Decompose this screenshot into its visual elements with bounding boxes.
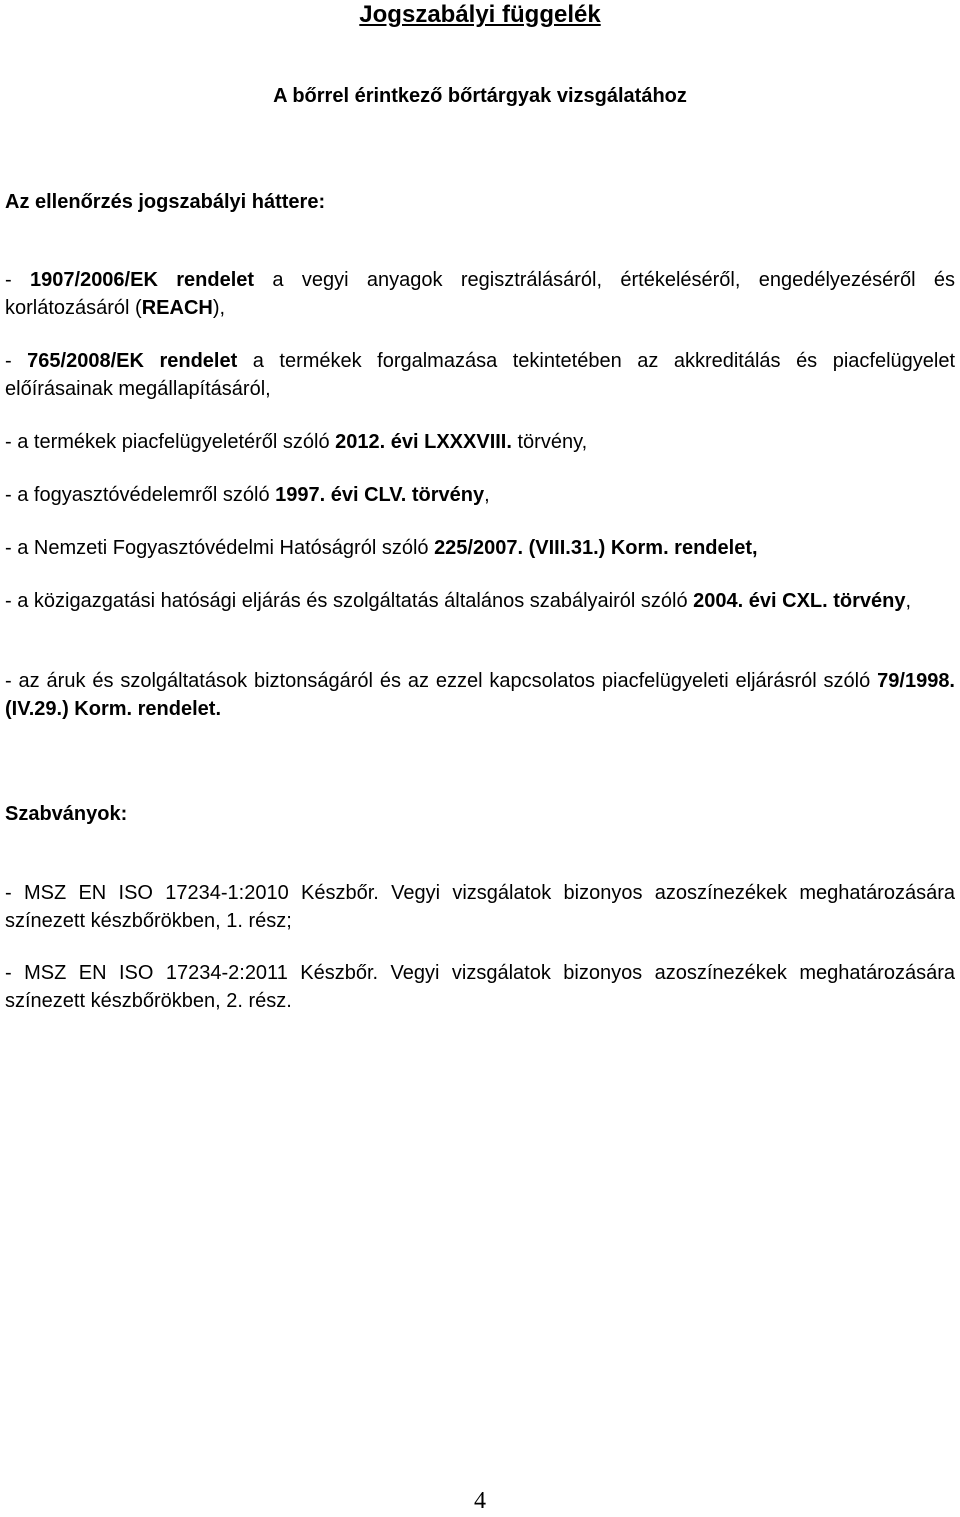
text-run: - a fogyasztóvédelemről szóló bbox=[5, 484, 276, 506]
text-run: a vegyi anyagok regisztrálásáról, értékeléséről, engedélyezéséről és korlátozásáról ( bbox=[5, 269, 955, 319]
legal-item bbox=[5, 428, 955, 456]
bold-text: 1907/2006/EK rendelet bbox=[30, 269, 255, 291]
text-run: - a Nemzeti Fogyasztóvédelmi Hatóságról szóló bbox=[5, 537, 435, 559]
legal-item bbox=[5, 534, 955, 562]
bold-text: 79/1998. (IV.29.) Korm. rendelet. bbox=[5, 670, 955, 720]
page-number: 4 bbox=[474, 1488, 486, 1514]
legal-item bbox=[5, 347, 955, 403]
text-run: , bbox=[484, 484, 490, 506]
text-run: - a termékek piacfelügyeletéről szóló bbox=[5, 431, 336, 453]
standard-item bbox=[5, 959, 955, 1015]
legal-item bbox=[5, 481, 955, 509]
text-run: - a közigazgatási hatósági eljárás és szolgáltatás általános szabályairól szóló bbox=[5, 590, 694, 612]
legal-item bbox=[5, 587, 955, 615]
page-title: Jogszabályi függelék bbox=[359, 1, 601, 28]
bold-text: 225/2007. (VIII.31.) Korm. rendelet, bbox=[434, 537, 758, 559]
text-run: - bbox=[5, 269, 31, 291]
bold-text: 2004. évi CXL. törvény bbox=[693, 590, 906, 612]
bold-text: 765/2008/EK rendelet bbox=[27, 350, 238, 372]
text-run: törvény, bbox=[511, 431, 588, 453]
legal-item bbox=[5, 266, 955, 322]
text-run: a termékek forgalmazása tekintetében az akkreditálás és piacfelügyelet előírásainak megállapításáról, bbox=[5, 350, 955, 400]
standards-heading: Szabványok: bbox=[5, 803, 128, 825]
text-run: - az áruk és szolgáltatások biztonságáról és az ezzel kapcsolatos piacfelügyeleti eljárásról szóló bbox=[5, 670, 878, 692]
text-run: , bbox=[905, 590, 912, 612]
page-subtitle: A bőrrel érintkező bőrtárgyak vizsgálatához bbox=[273, 85, 687, 107]
legal-background-heading: Az ellenőrzés jogszabályi háttere: bbox=[5, 191, 326, 213]
text-run: - bbox=[5, 350, 28, 372]
bold-text: 2012. évi LXXXVIII. bbox=[335, 431, 512, 453]
legal-item bbox=[5, 667, 955, 723]
text-run: ), bbox=[212, 297, 226, 319]
text-run: - MSZ EN ISO 17234-1:2010 Készbőr. Vegyi vizsgálatok bizonyos azoszínezékek meghatározására színezett készbőrökben, 1. rész; bbox=[5, 882, 955, 932]
bold-text: 1997. évi CLV. törvény bbox=[275, 484, 485, 506]
standard-item bbox=[5, 879, 955, 935]
text-run: - MSZ EN ISO 17234-2:2011 Készbőr. Vegyi vizsgálatok bizonyos azoszínezékek meghatározására színezett készbőrökben, 2. rész. bbox=[5, 962, 955, 1012]
bold-text: REACH bbox=[141, 297, 213, 319]
